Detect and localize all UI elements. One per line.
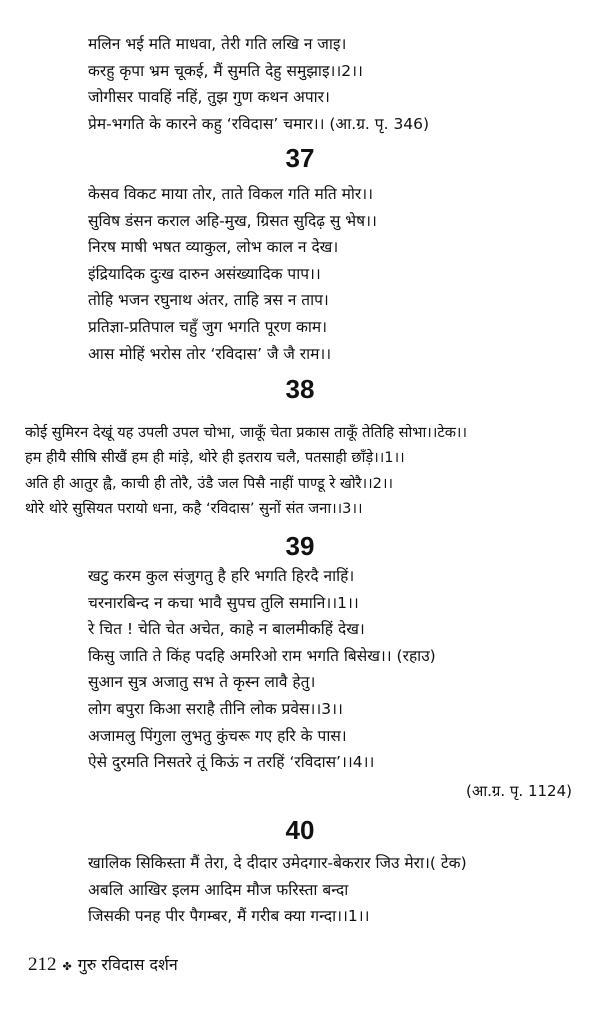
verse-line: सुआन सुत्र अजातु सभ ते कृस्न लावै हेतु। (88, 673, 316, 692)
book-title: गुरु रविदास दर्शन (77, 955, 178, 974)
ornament-icon: ✤ (62, 960, 72, 973)
verse-line: खालिक सिकिस्ता मैं तेरा, दे दीदार उमेदगार-बेकरार जिउ मेरा।( टेक) (88, 854, 467, 872)
verse-line: चरनारबिन्द न कचा भावै सुपच तुलि समानि।।1।। (88, 593, 359, 612)
verse-line: सुविष डंसन कराल अहि-मुख, ग्रिसत सुदिढ़ सु भेष।। (88, 211, 377, 230)
verse-37 (88, 181, 377, 367)
verse-36-tail (88, 31, 429, 137)
page-footer (28, 953, 178, 976)
page-number: 212 (28, 954, 57, 975)
verse-line: लोग बपुरा किआ सराहै तीनि लोक प्रवेस।।3।। (88, 699, 343, 718)
verse-line: निरष माषी भषत व्याकुल, लोभ काल न देख। (88, 238, 339, 257)
verse-number-40: 40 (285, 815, 315, 845)
verse-line: तोहि भजन रघुनाथ अंतर, ताहि त्रस न ताप। (88, 291, 329, 310)
verse-line: अजामलु पिंगुला लुभतु कुंचरू गए हरि के पास। (88, 726, 347, 745)
verse-line: प्रेम-भगति के कारने कहु ‘रविदास’ चमार।। (आ.ग्र. पृ. 346) (88, 114, 430, 133)
verse-line: थोरे थोरे सुसियत परायो धना, कहै ‘रविदास’ सुनों संत जना।।3।। (25, 500, 363, 518)
verse-line: अति ही आतुर ह्वै, काची ही तोरै, उंडै जल पिसै नाहीं पाण्डू रे खोरै।।2।। (25, 474, 394, 492)
source-citation: (आ.ग्र. पृ. 1124) (465, 782, 572, 800)
verse-line: आस मोहिं भरोस तोर ‘रविदास’ जै जै राम।। (88, 344, 332, 363)
verse-38 (25, 420, 467, 522)
verse-40 (88, 850, 467, 930)
verse-line: रे चित ! चेति चेत अचेत, काहे न बालमीकहिं देख। (88, 620, 365, 639)
verse-line: कोई सुमिरन देखूं यह उपली उपल चोभा, जाकूँ चेता प्रकास ताकूँ तेतिहि सोभा।।टेक।। (25, 424, 467, 441)
verse-line: हम हीयै सीषि सीखैं हम ही मांड़े, थोरे ही इतराय चलै, पतसाही छाँड़े।।1।। (25, 449, 405, 467)
verse-number-37: 37 (285, 143, 315, 173)
verse-line: केसव विकट माया तोर, ताते विकल गति मति मोर।। (88, 185, 373, 203)
verse-line: ऐसे दुरमति निसतरे तूं किऊं न तरहिं ‘रविदास’।।4।। (88, 753, 375, 772)
verse-line: किसु जाति ते किंह पदहि अमरिओ राम भगति बिसेख।। (रहाउ) (88, 646, 436, 665)
verse-number-38: 38 (285, 374, 315, 404)
verse-number-39: 39 (285, 531, 315, 561)
verse-line: अबलि आखिर इलम आदिम मौज फरिस्ता बन्दा (88, 880, 349, 899)
verse-line: करहु कृपा भ्रम चूकई, मैं सुमति देहु समुझाइ।।2।। (88, 61, 363, 80)
verse-line: इंद्रियादिक दुःख दारुन असंख्यादिक पाप।। (88, 264, 321, 283)
verse-line: जिसकी पनह पीर पैगम्बर, मैं गरीब क्या गन्दा।।1।। (88, 907, 370, 926)
verse-line: मलिन भई मति माधवा, तेरी गति लखि न जाइ। (88, 35, 347, 53)
verse-39 (88, 563, 436, 776)
verse-line: खटु करम कुल संजुगतु है हरि भगति हिरदै नाहिं। (88, 567, 355, 585)
verse-line: जोगीसर पावहिं नहिं, तुझ गुण कथन अपार। (88, 88, 330, 107)
verse-line: प्रतिज्ञा-प्रतिपाल चहुँ जुग भगति पूरण काम। (88, 317, 328, 336)
